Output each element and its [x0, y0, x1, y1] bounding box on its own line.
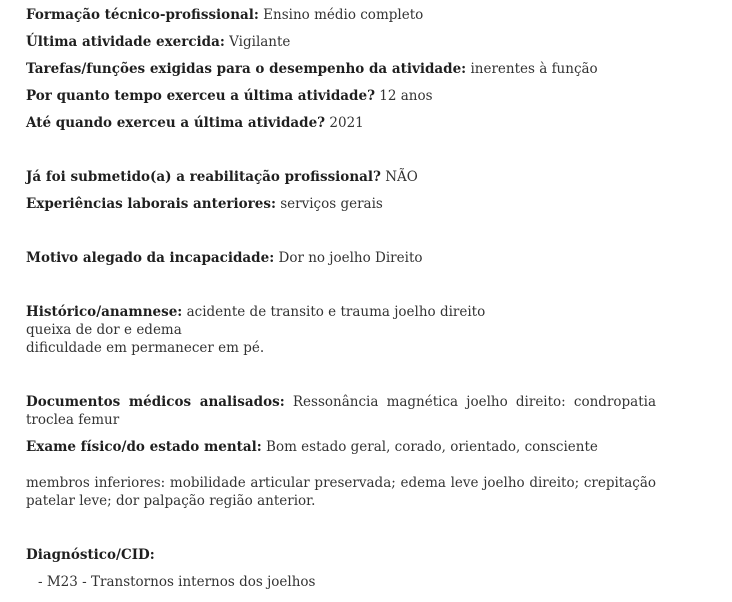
field-label: Formação técnico-profissional: — [26, 7, 259, 23]
field-label: Já foi submetido(a) a reabilitação profissional? — [26, 169, 381, 185]
field-label: Exame físico/do estado mental: — [26, 439, 262, 455]
field-experiencias — [26, 195, 383, 213]
field-label: Diagnóstico/CID: — [26, 547, 155, 563]
field-value: Ensino médio completo — [263, 7, 424, 23]
field-ultima-atividade — [26, 33, 290, 51]
field-label: Documentos médicos analisados: — [26, 394, 285, 410]
field-value: Ressonância magnética joelho direito: condropatia troclea femur — [26, 394, 657, 428]
field-tarefas — [26, 60, 598, 78]
exame-membros-paragraph: membros inferiores: mobilidade articular preservada; edema leve joelho direito; crepitação patelar leve; dor palpação região anterior. — [26, 475, 656, 509]
field-historico — [26, 303, 485, 321]
field-value: 12 anos — [379, 88, 433, 104]
field-tempo — [26, 87, 433, 105]
field-value: acidente de transito e trauma joelho direito — [186, 304, 486, 320]
historico-line-3: dificuldade em permanecer em pé. — [26, 340, 265, 356]
field-value: 2021 — [329, 115, 364, 131]
field-value: Dor no joelho Direito — [278, 250, 423, 266]
field-label: Experiências laborais anteriores: — [26, 196, 276, 212]
field-reabilitacao — [26, 168, 418, 186]
field-label: Por quanto tempo exerceu a última atividade? — [26, 88, 375, 104]
field-label: Tarefas/funções exigidas para o desempenho da atividade: — [26, 61, 467, 77]
historico-line-2: queixa de dor e edema — [26, 322, 182, 338]
field-exame — [26, 438, 598, 456]
field-value: NÃO — [385, 169, 418, 185]
field-value: Bom estado geral, corado, orientado, consciente — [266, 439, 598, 455]
field-motivo — [26, 249, 423, 267]
field-formacao — [26, 6, 423, 24]
field-ate-quando — [26, 114, 364, 132]
field-value: inerentes à função — [470, 61, 598, 77]
field-label: Até quando exerceu a última atividade? — [26, 115, 326, 131]
field-label: Histórico/anamnese: — [26, 304, 183, 320]
field-label: Motivo alegado da incapacidade: — [26, 250, 275, 266]
field-label: Última atividade exercida: — [26, 34, 225, 50]
diagnostico-item: - M23 - Transtornos internos dos joelhos — [38, 574, 316, 590]
field-documentos — [26, 393, 656, 429]
field-diagnostico — [26, 546, 155, 564]
field-value: Vigilante — [229, 34, 291, 50]
field-value: serviços gerais — [280, 196, 383, 212]
